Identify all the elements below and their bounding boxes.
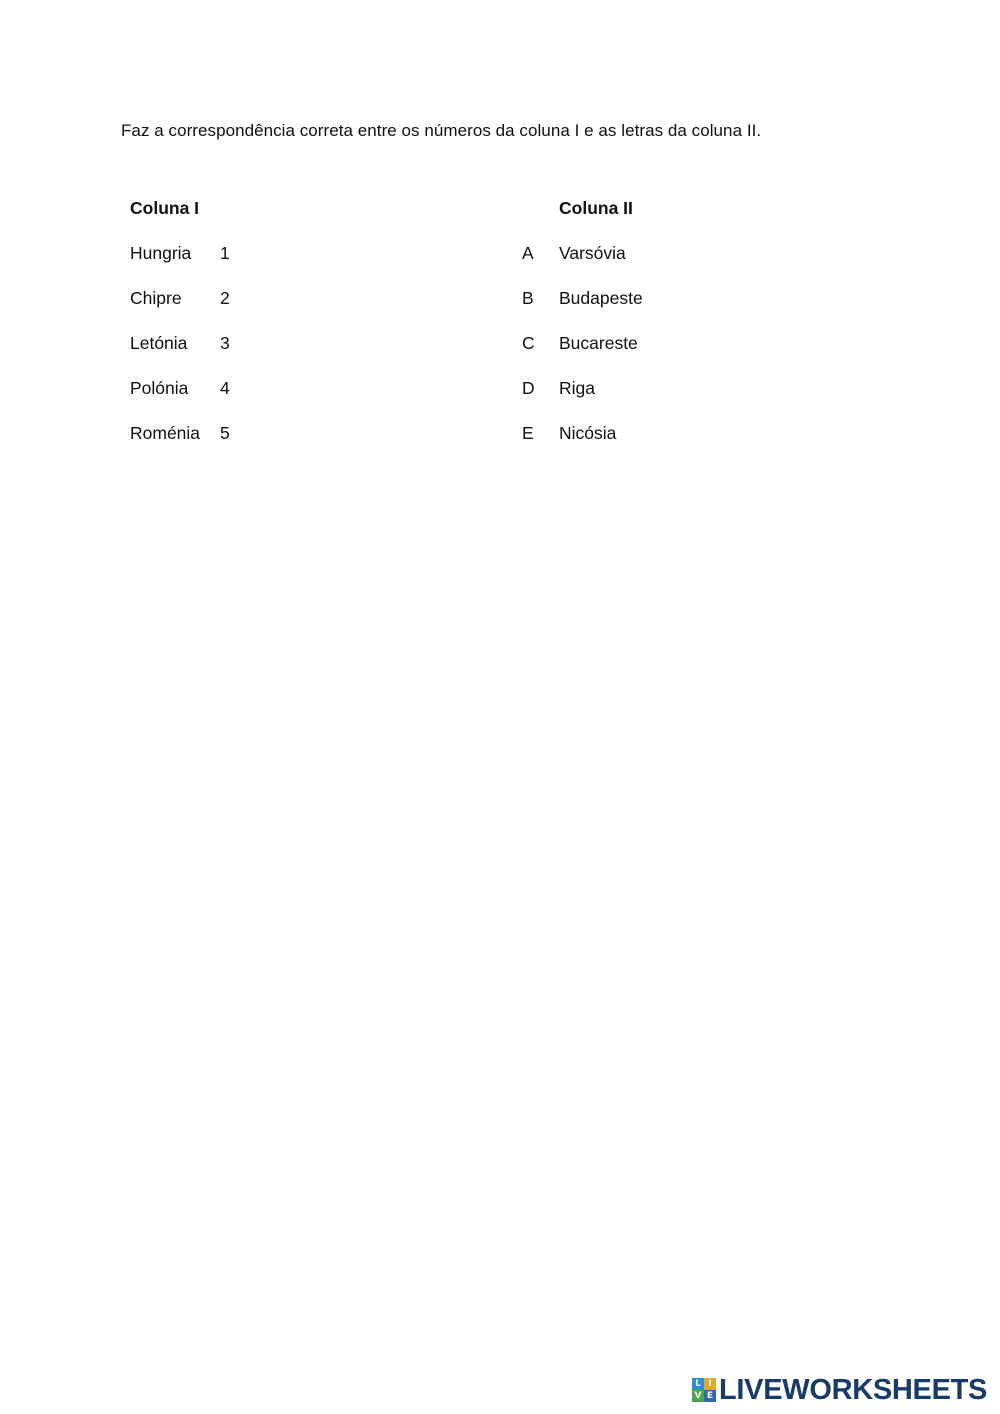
city-budapeste: Budapeste — [559, 288, 643, 308]
country-romenia: Roménia — [130, 423, 201, 443]
instruction-text: Faz a correspondência correta entre os números da coluna I e as letras da coluna II. — [121, 121, 762, 140]
city-letter-d: D — [522, 378, 535, 398]
column-ii-header: Coluna II — [559, 198, 633, 218]
country-number-1: 1 — [220, 243, 230, 263]
country-number-2: 2 — [220, 288, 230, 308]
liveworksheets-logo-text: LIVEWORKSHEETS — [719, 1374, 988, 1406]
city-letter-e: E — [522, 423, 534, 443]
logo-mark-letter-l: L — [692, 1378, 704, 1390]
city-riga: Riga — [559, 378, 595, 398]
city-letter-b: B — [522, 288, 534, 308]
country-number-4: 4 — [220, 378, 230, 398]
logo-mark-letter-v: V — [692, 1390, 704, 1402]
country-polonia: Polónia — [130, 378, 189, 398]
city-varsovia: Varsóvia — [559, 243, 626, 263]
logo-mark-letter-i: I — [704, 1378, 716, 1390]
country-hungria: Hungria — [130, 243, 192, 263]
city-letter-a: A — [522, 243, 534, 263]
liveworksheets-logo-mark-icon — [692, 1378, 716, 1402]
country-number-5: 5 — [220, 423, 230, 443]
country-number-3: 3 — [220, 333, 230, 353]
logo-mark-letter-e: E — [704, 1390, 716, 1402]
city-bucareste: Bucareste — [559, 333, 638, 353]
city-letter-c: C — [522, 333, 535, 353]
city-nicosia: Nicósia — [559, 423, 617, 443]
column-i-header: Coluna I — [130, 198, 200, 218]
country-chipre: Chipre — [130, 288, 182, 308]
liveworksheets-logo — [692, 1376, 987, 1404]
country-letonia: Letónia — [130, 333, 188, 353]
